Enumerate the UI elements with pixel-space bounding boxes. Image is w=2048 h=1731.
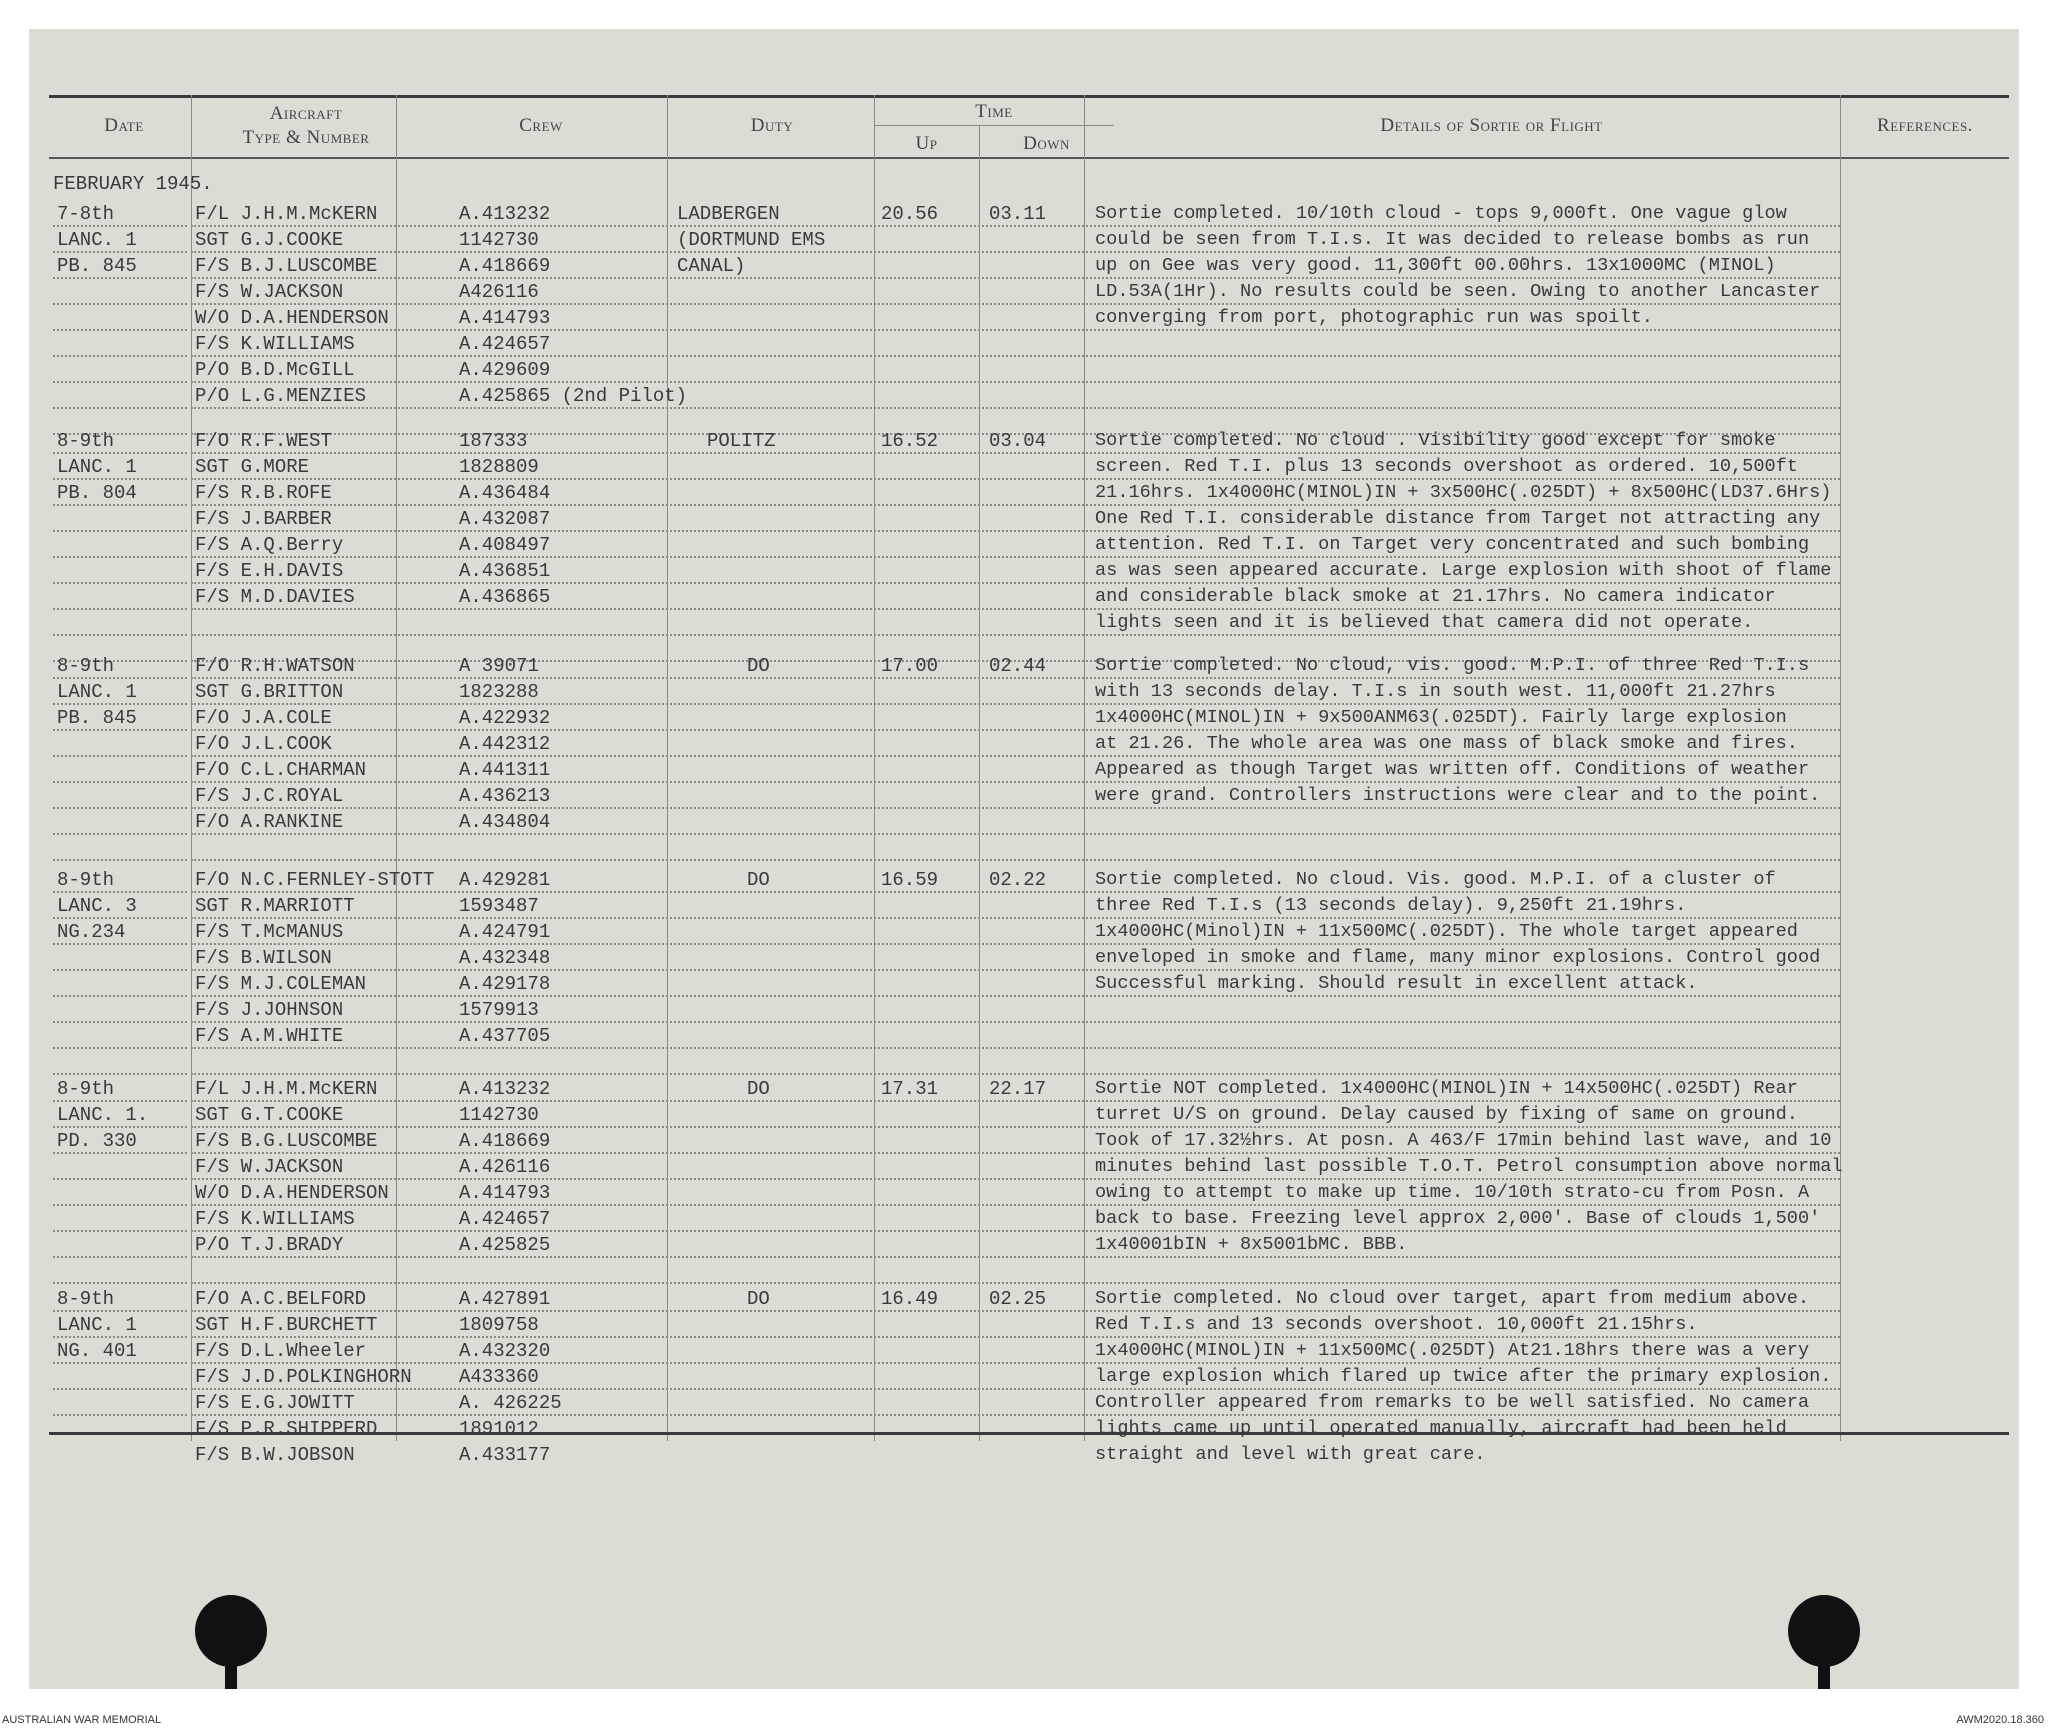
crew-service-number: A.437705 — [459, 1025, 551, 1047]
sortie-detail-line: enveloped in smoke and flame, many minor explosions. Control good — [1095, 947, 1821, 968]
crew-name: F/S A.Q.Berry — [195, 534, 344, 556]
crew-name: P/O L.G.MENZIES — [195, 385, 367, 407]
duty-target: DO — [747, 1078, 770, 1100]
crew-name: F/S J.JOHNSON — [195, 999, 344, 1021]
crew-service-number: A.429609 — [459, 359, 551, 381]
crew-service-number: A.424657 — [459, 333, 551, 355]
crew-name: SGT G.J.COOKE — [195, 229, 344, 251]
sortie-detail-line: straight and level with great care. — [1095, 1444, 1486, 1465]
sortie-detail-line: converging from port, photographic run was spoilt. — [1095, 307, 1653, 328]
duty-target: (DORTMUND EMS — [677, 229, 826, 251]
duty-target: CANAL) — [677, 255, 746, 277]
entry-date: 8-9th — [57, 869, 115, 891]
sortie-detail-line: were grand. Controllers instructions were clear and to the point. — [1095, 785, 1821, 806]
sortie-detail-line: turret U/S on ground. Delay caused by fixing of same on ground. — [1095, 1104, 1798, 1125]
crew-name: W/O D.A.HENDERSON — [195, 307, 389, 329]
aircraft-number: PB. 845 — [57, 255, 137, 277]
crew-service-number: A.442312 — [459, 733, 551, 755]
aircraft-number: LANC. 1 — [57, 456, 137, 478]
ruled-line — [53, 1256, 187, 1258]
aircraft-number: PD. 330 — [57, 1130, 137, 1152]
crew-service-number: A.432087 — [459, 508, 551, 530]
sortie-detail-line: lights seen and it is believed that camera did not operate. — [1095, 612, 1754, 633]
crew-service-number: A.436213 — [459, 785, 551, 807]
crew-name: F/O A.RANKINE — [195, 811, 344, 833]
crew-name: SGT R.MARRIOTT — [195, 895, 355, 917]
crew-name: F/S J.BARBER — [195, 508, 332, 530]
ruled-line — [191, 859, 1840, 861]
col-rule — [979, 125, 980, 1441]
ruled-line — [53, 582, 187, 584]
sortie-detail-line: Successful marking. Should result in excellent attack. — [1095, 973, 1698, 994]
aircraft-number: NG. 401 — [57, 1340, 137, 1362]
crew-service-number: A.408497 — [459, 534, 551, 556]
ruled-line — [53, 1388, 187, 1390]
sortie-detail-line: Sortie completed. 10/10th cloud - tops 9,000ft. One vague glow — [1095, 203, 1787, 224]
sortie-detail-line: Sortie NOT completed. 1x4000HC(MINOL)IN + 14x500HC(.025DT) Rear — [1095, 1078, 1798, 1099]
crew-service-number: A.424657 — [459, 1208, 551, 1230]
crew-name: F/O J.A.COLE — [195, 707, 332, 729]
header-top-rule — [49, 95, 2009, 98]
footer-left: AUSTRALIAN WAR MEMORIAL — [2, 1714, 162, 1726]
sortie-detail-line: LD.53A(1Hr). No results could be seen. Owing to another Lancaster — [1095, 281, 1821, 302]
ruled-line — [191, 833, 1840, 835]
sortie-detail-line: lights came up until operated manually, aircraft had been held — [1095, 1418, 1787, 1439]
crew-service-number: A.429281 — [459, 869, 551, 891]
crew-name: F/S K.WILLIAMS — [195, 333, 355, 355]
header-time-down: Down — [1023, 133, 1070, 154]
ruled-line — [53, 530, 187, 532]
ruled-line — [53, 381, 187, 383]
ruled-line — [191, 1282, 1840, 1284]
crew-service-number: A.414793 — [459, 1182, 551, 1204]
ruled-line — [191, 1047, 1840, 1049]
crew-service-number: 1828809 — [459, 456, 539, 478]
crew-name: F/L J.H.M.McKERN — [195, 203, 378, 225]
header-references: References. — [1877, 115, 1973, 136]
crew-name: F/O N.C.FERNLEY-STOTT — [195, 869, 435, 891]
ruled-line — [191, 381, 1840, 383]
crew-name: F/S J.D.POLKINGHORN — [195, 1366, 412, 1388]
crew-name: F/S A.M.WHITE — [195, 1025, 344, 1047]
crew-name: P/O B.D.McGILL — [195, 359, 355, 381]
duty-target: POLITZ — [707, 430, 776, 452]
sortie-detail-line: Sortie completed. No cloud over target, apart from medium above. — [1095, 1288, 1810, 1309]
ruled-line — [53, 755, 187, 757]
sortie-detail-line: at 21.26. The whole area was one mass of black smoke and fires. — [1095, 733, 1798, 754]
time-up: 17.31 — [881, 1078, 939, 1100]
crew-name: F/L J.H.M.McKERN — [195, 1078, 378, 1100]
crew-service-number: A.414793 — [459, 307, 551, 329]
crew-service-number: 1809758 — [459, 1314, 539, 1336]
header-bottom-rule — [49, 157, 2009, 159]
sortie-detail-line: attention. Red T.I. on Target very concentrated and such bombing — [1095, 534, 1810, 555]
crew-name: F/O R.F.WEST — [195, 430, 332, 452]
ruled-line — [53, 1178, 187, 1180]
sortie-detail-line: Controller appeared from remarks to be well satisfied. No camera — [1095, 1392, 1810, 1413]
ruled-line — [53, 859, 187, 861]
sortie-detail-line: as was seen appeared accurate. Large explosion with shoot of flame — [1095, 560, 1832, 581]
ruled-line — [53, 608, 187, 610]
record-sheet — [29, 29, 2019, 1689]
crew-service-number: A.424791 — [459, 921, 551, 943]
col-rule — [396, 95, 397, 1441]
time-up: 16.59 — [881, 869, 939, 891]
crew-name: SGT G.BRITTON — [195, 681, 344, 703]
crew-name: F/O A.C.BELFORD — [195, 1288, 367, 1310]
crew-service-number: A.425865 (2nd Pilot) — [459, 385, 688, 407]
entry-date: 8-9th — [57, 1288, 115, 1310]
sortie-detail-line: Took of 17.32½hrs. At posn. A 463/F 17min behind last wave, and 10 — [1095, 1130, 1832, 1151]
ruled-line — [53, 1021, 187, 1023]
ruled-line — [191, 407, 1840, 409]
crew-name: SGT G.MORE — [195, 456, 310, 478]
sortie-detail-line: back to base. Freezing level approx 2,000'. Base of clouds 1,500' — [1095, 1208, 1821, 1229]
sortie-detail-line: 1x4000HC(MINOL)IN + 9x500ANM63(.025DT). Fairly large explosion — [1095, 707, 1787, 728]
header-date: Date — [104, 115, 144, 136]
ruled-line — [53, 1414, 187, 1416]
crew-service-number: 1891012 — [459, 1418, 539, 1440]
sortie-detail-line: minutes behind last possible T.O.T. Petrol consumption above normal — [1095, 1156, 1843, 1177]
crew-name: F/S K.WILLIAMS — [195, 1208, 355, 1230]
crew-service-number: A.434804 — [459, 811, 551, 833]
crew-name: SGT G.T.COOKE — [195, 1104, 344, 1126]
time-down: 03.04 — [989, 430, 1047, 452]
crew-name: SGT H.F.BURCHETT — [195, 1314, 378, 1336]
crew-service-number: A.422932 — [459, 707, 551, 729]
time-up: 16.52 — [881, 430, 939, 452]
sortie-detail-line: Red T.I.s and 13 seconds overshoot. 10,000ft 21.15hrs. — [1095, 1314, 1698, 1335]
sortie-detail-line: up on Gee was very good. 11,300ft 00.00hrs. 13x1000MC (MINOL) — [1095, 255, 1776, 276]
sortie-detail-line: screen. Red T.I. plus 13 seconds overshoot as ordered. 10,500ft — [1095, 456, 1798, 477]
aircraft-number: LANC. 1. — [57, 1104, 149, 1126]
ruled-line — [53, 634, 187, 636]
sortie-detail-line: 1x4000HC(MINOL)IN + 11x500MC(.025DT) At21.18hrs there was a very — [1095, 1340, 1810, 1361]
footer-right: AWM2020.18.360 — [1956, 1714, 2044, 1726]
sortie-detail-line: and considerable black smoke at 21.17hrs. No camera indicator — [1095, 586, 1776, 607]
time-down: 02.25 — [989, 1288, 1047, 1310]
time-down: 03.11 — [989, 203, 1047, 225]
sortie-detail-line: One Red T.I. considerable distance from Target not attracting any — [1095, 508, 1821, 529]
crew-service-number: A.436851 — [459, 560, 551, 582]
crew-name: F/S E.G.JOWITT — [195, 1392, 355, 1414]
crew-service-number: A.418669 — [459, 1130, 551, 1152]
month-heading: FEBRUARY 1945. — [53, 173, 213, 195]
crew-service-number: A 39071 — [459, 655, 539, 677]
sortie-detail-line: owing to attempt to make up time. 10/10th strato-cu from Posn. A — [1095, 1182, 1810, 1203]
ruled-line — [53, 1230, 187, 1232]
ruled-line — [53, 833, 187, 835]
aircraft-number: PB. 804 — [57, 482, 137, 504]
crew-service-number: 1142730 — [459, 229, 539, 251]
sortie-detail-line: could be seen from T.I.s. It was decided to release bombs as run — [1095, 229, 1810, 250]
time-down: 22.17 — [989, 1078, 1047, 1100]
time-up: 16.49 — [881, 1288, 939, 1310]
aircraft-number: NG.234 — [57, 921, 126, 943]
crew-service-number: A.429178 — [459, 973, 551, 995]
crew-name: F/S R.B.ROFE — [195, 482, 332, 504]
crew-service-number: 1823288 — [459, 681, 539, 703]
crew-name: F/S J.C.ROYAL — [195, 785, 344, 807]
crew-service-number: A.413232 — [459, 203, 551, 225]
ruled-line — [53, 355, 187, 357]
duty-target: DO — [747, 1288, 770, 1310]
ruled-line — [53, 1047, 187, 1049]
header-duty: Duty — [750, 115, 794, 136]
crew-service-number: 1142730 — [459, 1104, 539, 1126]
crew-name: F/S B.G.LUSCOMBE — [195, 1130, 378, 1152]
sortie-detail-line: with 13 seconds delay. T.I.s in south west. 11,000ft 21.27hrs — [1095, 681, 1776, 702]
crew-name: F/O C.L.CHARMAN — [195, 759, 367, 781]
sortie-detail-line: 1x40001bIN + 8x5001bMC. BBB. — [1095, 1234, 1408, 1255]
header-aircraft-line2: Type & Number — [242, 127, 370, 148]
header-details: Details of Sortie or Flight — [1380, 115, 1603, 136]
crew-name: F/S T.McMANUS — [195, 921, 344, 943]
col-rule — [191, 95, 192, 1441]
crew-name: F/S B.J.LUSCOMBE — [195, 255, 378, 277]
crew-service-number: A433360 — [459, 1366, 539, 1388]
aircraft-number: LANC. 1 — [57, 681, 137, 703]
crew-name: F/S M.J.COLEMAN — [195, 973, 367, 995]
entry-date: 8-9th — [57, 1078, 115, 1100]
time-up: 17.00 — [881, 655, 939, 677]
sortie-detail-line: Sortie completed. No cloud. Vis. good. M.P.I. of a cluster of — [1095, 869, 1776, 890]
crew-name: F/O R.H.WATSON — [195, 655, 355, 677]
ruled-line — [53, 303, 187, 305]
sortie-detail-line: Appeared as though Target was written off. Conditions of weather — [1095, 759, 1810, 780]
aircraft-number: LANC. 1 — [57, 1314, 137, 1336]
ruled-line — [53, 1282, 187, 1284]
crew-service-number: 1579913 — [459, 999, 539, 1021]
ruled-line — [53, 781, 187, 783]
sortie-detail-line: 1x4000HC(Minol)IN + 11x500MC(.025DT). The whole target appeared — [1095, 921, 1798, 942]
ruled-line — [53, 807, 187, 809]
entry-date: 8-9th — [57, 655, 115, 677]
crew-name: F/S M.D.DAVIES — [195, 586, 355, 608]
crew-name: F/S D.L.Wheeler — [195, 1340, 367, 1362]
crew-name: F/S B.WILSON — [195, 947, 332, 969]
ruled-line — [53, 1204, 187, 1206]
aircraft-number: LANC. 1 — [57, 229, 137, 251]
crew-service-number: A.433177 — [459, 1444, 551, 1466]
binder-hole-right — [1788, 1595, 1860, 1667]
crew-name: F/S P.R.SHIPPERD — [195, 1418, 378, 1440]
time-up: 20.56 — [881, 203, 939, 225]
time-down: 02.44 — [989, 655, 1047, 677]
crew-name: F/S W.JACKSON — [195, 1156, 344, 1178]
crew-service-number: A.425825 — [459, 1234, 551, 1256]
ruled-line — [53, 556, 187, 558]
crew-name: F/O J.L.COOK — [195, 733, 332, 755]
aircraft-number: LANC. 3 — [57, 895, 137, 917]
ruled-line — [53, 995, 187, 997]
crew-service-number: A.432348 — [459, 947, 551, 969]
crew-name: F/S W.JACKSON — [195, 281, 344, 303]
time-subrule — [874, 125, 1114, 126]
ruled-line — [191, 355, 1840, 357]
ruled-line — [191, 1256, 1840, 1258]
crew-service-number: 187333 — [459, 430, 528, 452]
col-rule — [1084, 95, 1085, 1441]
crew-service-number: A426116 — [459, 281, 539, 303]
crew-service-number: A.426116 — [459, 1156, 551, 1178]
crew-service-number: A.436484 — [459, 482, 551, 504]
crew-service-number: A.436865 — [459, 586, 551, 608]
col-rule — [667, 95, 668, 1441]
duty-target: LADBERGEN — [677, 203, 780, 225]
header-time-up: Up — [915, 133, 938, 154]
crew-service-number: A.413232 — [459, 1078, 551, 1100]
duty-target: DO — [747, 655, 770, 677]
sortie-detail-line: Sortie completed. No cloud, vis. good. M.P.I. of three Red T.I.s — [1095, 655, 1810, 676]
ruled-line — [191, 1073, 1840, 1075]
crew-service-number: A.441311 — [459, 759, 551, 781]
entry-date: 7-8th — [57, 203, 115, 225]
crew-service-number: A.418669 — [459, 255, 551, 277]
duty-target: DO — [747, 869, 770, 891]
header-time: Time — [975, 101, 1013, 122]
ruled-line — [191, 1021, 1840, 1023]
header-aircraft-line1: Aircraft — [269, 103, 343, 124]
col-rule — [874, 95, 875, 1441]
crew-name: F/S E.H.DAVIS — [195, 560, 344, 582]
header-crew: Crew — [519, 115, 563, 136]
sortie-detail-line: large explosion which flared up twice after the primary explosion. — [1095, 1366, 1832, 1387]
crew-service-number: 1593487 — [459, 895, 539, 917]
aircraft-number: PB. 845 — [57, 707, 137, 729]
sortie-detail-line: 21.16hrs. 1x4000HC(MINOL)IN + 3x500HC(.025DT) + 8x500HC(LD37.6Hrs) — [1095, 482, 1832, 503]
ruled-line — [53, 969, 187, 971]
sortie-detail-line: three Red T.I.s (13 seconds delay). 9,250ft 21.19hrs. — [1095, 895, 1687, 916]
col-rule — [1840, 95, 1841, 1441]
entry-date: 8-9th — [57, 430, 115, 452]
crew-name: W/O D.A.HENDERSON — [195, 1182, 389, 1204]
crew-service-number: A.432320 — [459, 1340, 551, 1362]
ruled-line — [53, 1073, 187, 1075]
sortie-detail-line: Sortie completed. No cloud . Visibility good except for smoke — [1095, 430, 1776, 451]
crew-service-number: A.427891 — [459, 1288, 551, 1310]
crew-name: F/S B.W.JOBSON — [195, 1444, 355, 1466]
ruled-line — [53, 407, 187, 409]
ruled-line — [53, 329, 187, 331]
crew-name: P/O T.J.BRADY — [195, 1234, 344, 1256]
binder-hole-left — [195, 1595, 267, 1667]
time-down: 02.22 — [989, 869, 1047, 891]
crew-service-number: A. 426225 — [459, 1392, 562, 1414]
